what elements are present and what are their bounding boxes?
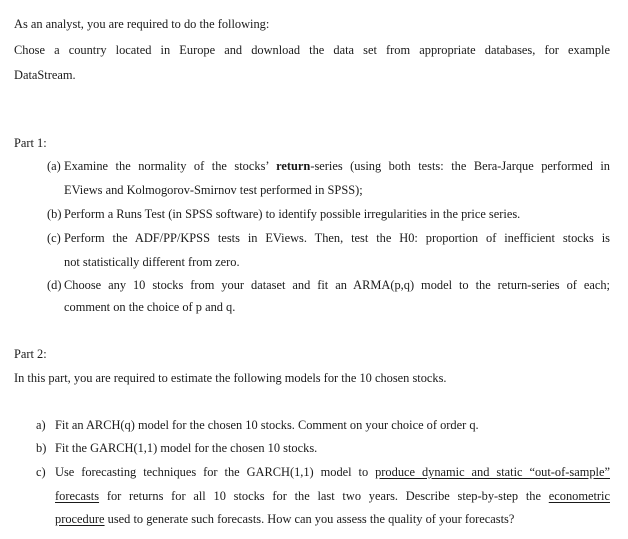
part1-item-b-marker: (b) [47, 207, 62, 221]
part2-item-c-line2: forecasts for returns for all 10 stocks for the last two years. Describe step-by-step the econometric [55, 489, 610, 503]
part1-heading: Part 1: [14, 136, 47, 150]
intro-line-2: Chose a country located in Europe and download the data set from appropriate databases, for example [14, 43, 610, 57]
part1-item-c-marker: (c) [47, 231, 61, 245]
part1-item-a-marker: (a) [47, 159, 61, 173]
part2-intro: In this part, you are required to estimate the following models for the 10 chosen stocks. [14, 371, 447, 385]
part1-item-b-text: Perform a Runs Test (in SPSS software) to identify possible irregularities in the price series. [64, 207, 521, 221]
part2-item-c-line1: Use forecasting techniques for the GARCH(1,1) model to produce dynamic and static “out-of-sample” [55, 465, 610, 479]
part2-item-a-marker: a) [36, 418, 46, 432]
part2-heading: Part 2: [14, 347, 47, 361]
part1-item-d-cont: comment on the choice of p and q. [64, 300, 236, 314]
intro-line-1: As an analyst, you are required to do the following: [14, 17, 270, 31]
part2-item-a-text: Fit an ARCH(q) model for the chosen 10 stocks. Comment on your choice of order q. [55, 418, 479, 432]
part2-item-c-line3: procedure used to generate such forecasts. How can you assess the quality of your forecasts? [55, 512, 515, 526]
part1-item-a-text: Examine the normality of the stocks’ return-series (using both tests: the Bera-Jarque performed in [64, 159, 610, 173]
part1-item-d-text: Choose any 10 stocks from your dataset and fit an ARMA(p,q) model to the return-series of each; [64, 278, 610, 292]
intro-line-3: DataStream. [14, 68, 76, 82]
part2-item-c-marker: c) [36, 465, 46, 479]
part1-item-d-marker: (d) [47, 278, 62, 292]
part1-item-c-text: Perform the ADF/PP/KPSS tests in EViews. Then, test the H0: proportion of inefficient stocks is [64, 231, 610, 245]
part2-item-b-text: Fit the GARCH(1,1) model for the chosen 10 stocks. [55, 441, 318, 455]
part1-item-a-cont: EViews and Kolmogorov-Smirnov test performed in SPSS); [64, 183, 363, 197]
part2-item-b-marker: b) [36, 441, 47, 455]
part1-item-c-cont: not statistically different from zero. [64, 255, 240, 269]
